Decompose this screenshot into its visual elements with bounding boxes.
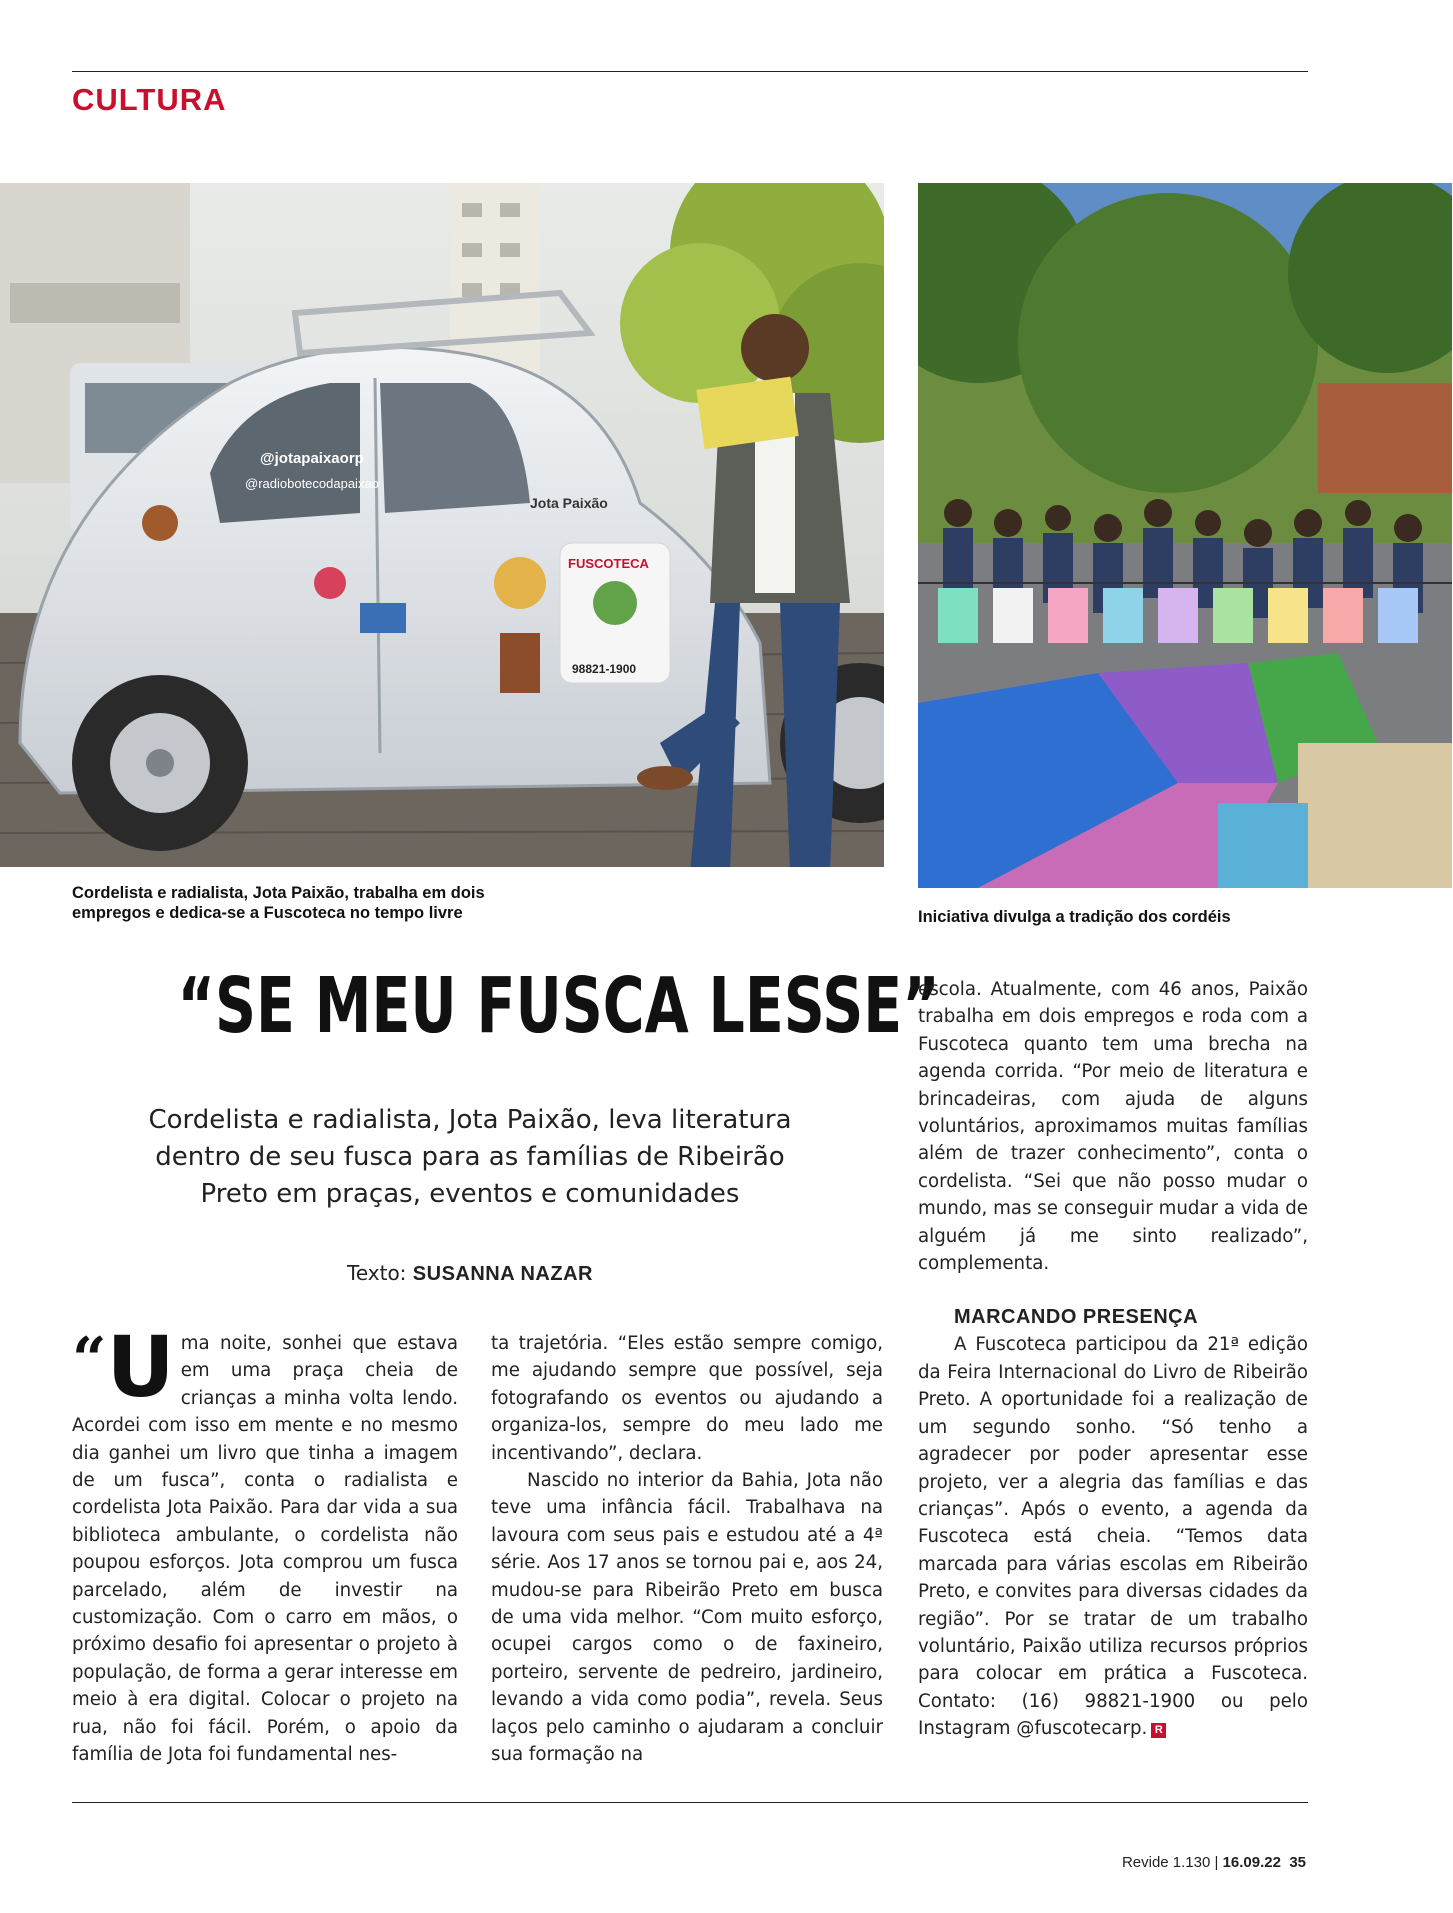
paragraph-final-text: A Fuscoteca participou da 21ª edição da Feira Internacional do Livro de Ribeirão Preto. A oportunidade foi a realização de um segundo sonho. “Só tenho a agradecer por poder apresentar esse projeto, ver a alegria das famílias e das crianças”. Após o evento, a agenda da Fuscoteca está cheia. “Temos data marcada para várias escolas em Ribeirão Preto, e convites para diversas cidades da região”. Por se tratar de um trabalho voluntário, Paixão utiliza recursos próprios para colocar em prática a Fuscoteca. Contato: (16) 98821-1900 ou pelo Instagram @fuscotecarp.	[918, 1334, 1308, 1740]
paragraph: ma noite, sonhei que estava em uma praça cheia de crianças a minha volta lendo. Acordei com isso em mente e no mesmo dia ganhei um livro que tinha a imagem de um fusca”, conta o radialista e cordelista Jota Paixão. Para dar vida a sua biblioteca ambulante, o cordelista não poupou esforços. Jota comprou um fusca parcelado, além de investir na customização. Com o carro em mãos, o próximo desafio foi apresentar o projeto à população, de forma a gerar interesse em meio à era digital. Colocar o projeto na rua, não foi fácil. Porém, o apoio da família de Jota foi fundamental nes-	[72, 1333, 458, 1766]
subhead: MARCANDO PRESENÇA	[954, 1306, 1199, 1329]
top-rule	[72, 71, 1308, 72]
byline-prefix: Texto:	[347, 1261, 413, 1285]
dropcap-quote: “	[72, 1325, 107, 1395]
footer-magazine: Revide 1.130	[1121, 1854, 1211, 1871]
paragraph: ta trajetória. “Eles estão sempre comigo, me ajudando sempre que possível, seja fotografando os eventos ou ajudando a organiza-los, sempre do meu lado me incentivando”, declara.	[491, 1333, 883, 1464]
sticker-fuscoteca: FUSCOTECA	[568, 556, 649, 571]
sticker-phone: 98821-1900	[572, 662, 637, 676]
sticker-name: Jota Paixão	[530, 495, 608, 511]
photo-caption-right: Iniciativa divulga a tradição dos cordéis	[918, 908, 1231, 926]
headline: “SE MEU FUSCA LESSE”	[177, 962, 940, 1051]
dek: Cordelista e radialista, Jota Paixão, leva literatura dentro de seu fusca para as famílias de Ribeirão Preto em praças, eventos e comunidades	[148, 1105, 792, 1209]
dropcap-letter: U	[106, 1318, 175, 1416]
sticker-instagram-1: @jotapaixaorp	[260, 450, 364, 467]
photo-criancas	[918, 183, 1452, 888]
sticker-instagram-2: @radiobotecodapaixao	[245, 476, 379, 491]
photo-caption-left: Cordelista e radialista, Jota Paixão, trabalha em dois empregos e dedica-se a Fuscoteca no tempo livre	[72, 884, 485, 922]
paragraph: Nascido no interior da Bahia, Jota não teve uma infância fácil. Trabalhava na lavoura com seus pais e estudou até a 4ª série. Aos 17 anos se tornou pai e, aos 24, mudou-se para Ribeirão Preto em busca de uma vida melhor. “Com muito esforço, ocupei cargos como o de faxineiro, porteiro, servente de pedreiro, jardineiro, levando a vida como podia”, revela. Seus laços pelo caminho o ajudaram a concluir sua formação na	[491, 1470, 883, 1766]
footer-date: 16.09.22	[1222, 1854, 1281, 1871]
footer-separator: |	[1210, 1854, 1223, 1871]
article-column-1	[72, 1318, 458, 1769]
article-column-2	[491, 1330, 883, 1769]
section-label: CULTURA	[72, 82, 227, 117]
paragraph: escola. Atualmente, com 46 anos, Paixão trabalha em dois empregos e roda com a Fuscoteca quanto tem uma brecha na agenda corrida. “Por meio de literatura e brincadeiras, com ajuda de alguns voluntários, aproximamos muitas famílias além de trazer conhecimento”, conta o cordelista. “Sei que não posso mudar o mundo, mas se conseguir mudar a vida de alguém já me sinto realizado”, complementa.	[918, 979, 1308, 1275]
paragraph-final	[918, 1331, 1308, 1742]
byline-author: SUSANNA NAZAR	[412, 1263, 593, 1285]
bottom-rule	[72, 1802, 1308, 1803]
end-mark-icon: R	[1151, 1723, 1166, 1738]
page-number: 35	[1289, 1854, 1306, 1871]
byline	[200, 1261, 740, 1286]
article-column-3	[918, 976, 1308, 1743]
page-footer	[1122, 1854, 1306, 1871]
photo-fusca	[0, 183, 884, 867]
